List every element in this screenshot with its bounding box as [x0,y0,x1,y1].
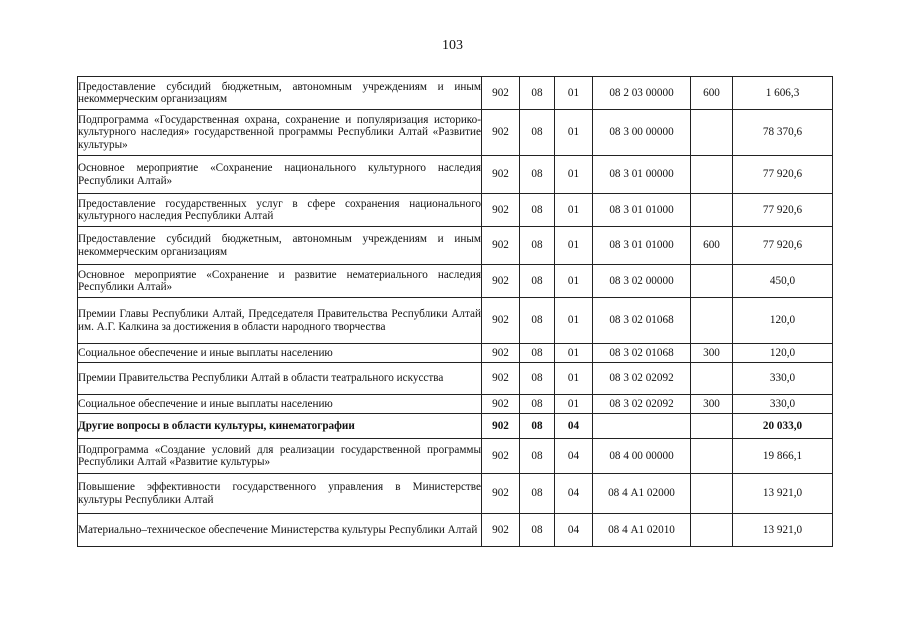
table-row [78,194,833,227]
row-name-cell: Материально–техническое обеспечение Министерства культуры Республики Алтай [78,514,482,547]
grbs-code-cell: 902 [482,110,520,156]
expense-type-cell: 600 [691,77,733,110]
target-article-cell: 08 3 02 02092 [593,363,691,395]
expense-type-cell: 300 [691,344,733,363]
subsection-code-cell: 01 [555,344,593,363]
expense-type-cell [691,414,733,439]
row-name-cell: Социальное обеспечение и иные выплаты населению [78,395,482,414]
grbs-code-cell: 902 [482,344,520,363]
subsection-code-cell: 01 [555,227,593,265]
amount-cell: 330,0 [733,363,833,395]
row-name-cell: Подпрограмма «Создание условий для реализации государственной программы Республики Алтай «Развитие культуры» [78,439,482,474]
table-row [78,298,833,344]
expense-type-cell [691,110,733,156]
subsection-code-cell: 01 [555,395,593,414]
section-code-cell: 08 [520,474,555,514]
table-row [78,414,833,439]
section-code-cell: 08 [520,194,555,227]
grbs-code-cell: 902 [482,227,520,265]
section-code-cell: 08 [520,265,555,298]
table-row [78,77,833,110]
subsection-code-cell: 01 [555,110,593,156]
target-article-cell [593,414,691,439]
amount-cell: 77 920,6 [733,194,833,227]
row-name-cell: Предоставление субсидий бюджетным, автономным учреждениям и иным некоммерческим организациям [78,77,482,110]
amount-cell: 1 606,3 [733,77,833,110]
expense-type-cell: 300 [691,395,733,414]
grbs-code-cell: 902 [482,514,520,547]
row-name-cell: Подпрограмма «Государственная охрана, сохранение и популяризация историко-культурного наследия» государственной программы Республики Алтай «Развитие культуры» [78,110,482,156]
amount-cell: 13 921,0 [733,514,833,547]
subsection-code-cell: 04 [555,414,593,439]
subsection-code-cell: 01 [555,265,593,298]
target-article-cell: 08 3 02 01068 [593,344,691,363]
amount-cell: 450,0 [733,265,833,298]
subsection-code-cell: 01 [555,77,593,110]
amount-cell: 20 033,0 [733,414,833,439]
expense-type-cell [691,363,733,395]
row-name-cell: Премии Правительства Республики Алтай в области театрального искусства [78,363,482,395]
table-row [78,395,833,414]
grbs-code-cell: 902 [482,414,520,439]
expense-type-cell [691,298,733,344]
section-code-cell: 08 [520,156,555,194]
table-row [78,474,833,514]
target-article-cell: 08 3 01 01000 [593,227,691,265]
target-article-cell: 08 4 00 00000 [593,439,691,474]
amount-cell: 330,0 [733,395,833,414]
table-row [78,363,833,395]
amount-cell: 19 866,1 [733,439,833,474]
table-row [78,110,833,156]
section-code-cell: 08 [520,414,555,439]
target-article-cell: 08 3 01 00000 [593,156,691,194]
amount-cell: 77 920,6 [733,227,833,265]
target-article-cell: 08 3 02 00000 [593,265,691,298]
subsection-code-cell: 01 [555,194,593,227]
grbs-code-cell: 902 [482,395,520,414]
grbs-code-cell: 902 [482,156,520,194]
amount-cell: 13 921,0 [733,474,833,514]
target-article-cell: 08 3 00 00000 [593,110,691,156]
budget-table [77,76,833,547]
expense-type-cell [691,156,733,194]
section-code-cell: 08 [520,77,555,110]
grbs-code-cell: 902 [482,194,520,227]
target-article-cell: 08 2 03 00000 [593,77,691,110]
expense-type-cell [691,514,733,547]
table-row [78,265,833,298]
table-row [78,156,833,194]
target-article-cell: 08 3 02 01068 [593,298,691,344]
row-name-cell: Повышение эффективности государственного управления в Министерстве культуры Республики Алтай [78,474,482,514]
subsection-code-cell: 01 [555,298,593,344]
section-code-cell: 08 [520,110,555,156]
expense-type-cell [691,474,733,514]
grbs-code-cell: 902 [482,77,520,110]
grbs-code-cell: 902 [482,265,520,298]
row-name-cell: Премии Главы Республики Алтай, Председателя Правительства Республики Алтай им. А.Г. Калкина за достижения в области народного творчества [78,298,482,344]
page-number: 103 [442,38,463,53]
expense-type-cell [691,194,733,227]
section-code-cell: 08 [520,514,555,547]
grbs-code-cell: 902 [482,363,520,395]
target-article-cell: 08 3 01 01000 [593,194,691,227]
table-row [78,439,833,474]
row-name-cell: Предоставление субсидий бюджетным, автономным учреждениям и иным некоммерческим организациям [78,227,482,265]
grbs-code-cell: 902 [482,474,520,514]
section-code-cell: 08 [520,344,555,363]
section-code-cell: 08 [520,439,555,474]
expense-type-cell [691,439,733,474]
grbs-code-cell: 902 [482,298,520,344]
row-name-cell: Основное мероприятие «Сохранение национального культурного наследия Республики Алтай» [78,156,482,194]
subsection-code-cell: 04 [555,474,593,514]
row-name-cell: Основное мероприятие «Сохранение и развитие нематериального наследия Республики Алтай» [78,265,482,298]
target-article-cell: 08 4 А1 02000 [593,474,691,514]
table-row [78,344,833,363]
subsection-code-cell: 01 [555,156,593,194]
row-name-cell: Социальное обеспечение и иные выплаты населению [78,344,482,363]
subsection-code-cell: 01 [555,363,593,395]
section-code-cell: 08 [520,363,555,395]
expense-type-cell [691,265,733,298]
amount-cell: 120,0 [733,298,833,344]
table-row [78,514,833,547]
section-code-cell: 08 [520,298,555,344]
row-name-cell: Предоставление государственных услуг в сфере сохранения национального культурного наследия Республики Алтай [78,194,482,227]
table-row [78,227,833,265]
section-code-cell: 08 [520,227,555,265]
grbs-code-cell: 902 [482,439,520,474]
subsection-code-cell: 04 [555,439,593,474]
amount-cell: 120,0 [733,344,833,363]
subsection-code-cell: 04 [555,514,593,547]
expense-type-cell: 600 [691,227,733,265]
amount-cell: 78 370,6 [733,110,833,156]
section-code-cell: 08 [520,395,555,414]
row-name-cell: Другие вопросы в области культуры, кинематографии [78,414,482,439]
amount-cell: 77 920,6 [733,156,833,194]
target-article-cell: 08 3 02 02092 [593,395,691,414]
target-article-cell: 08 4 А1 02010 [593,514,691,547]
